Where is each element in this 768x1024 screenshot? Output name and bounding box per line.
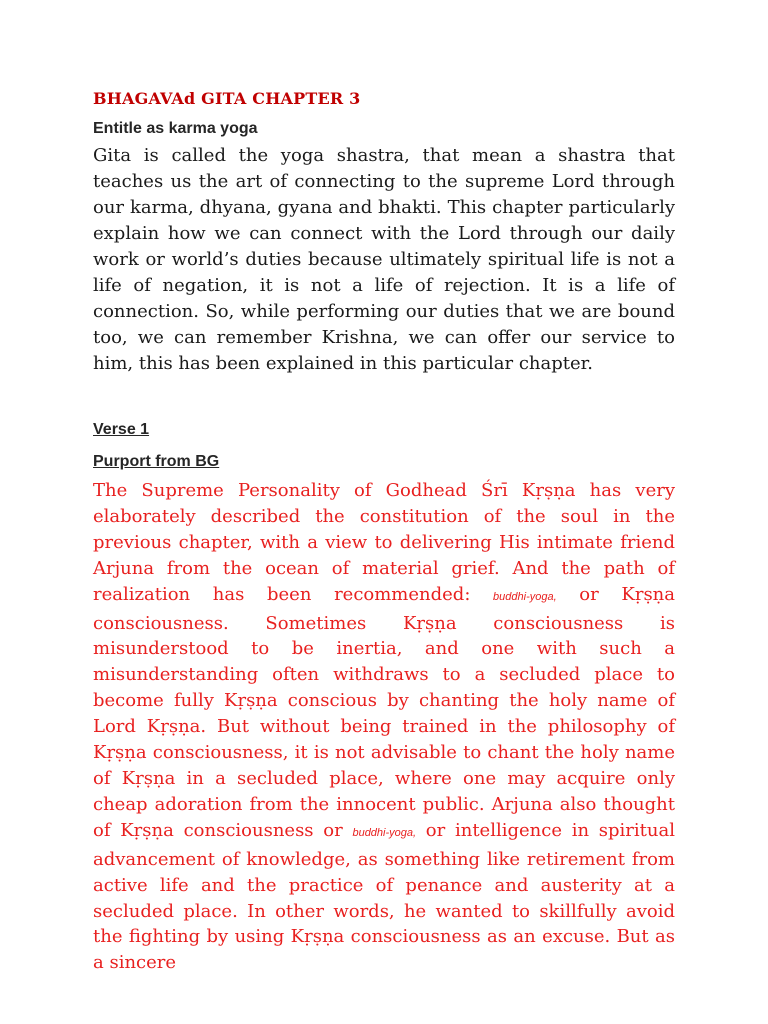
purport-term-buddhi-yoga-2: buddhi-yoga, [352, 826, 417, 839]
purport-text-2: or Kṛṣṇa consciousness. Sometimes Kṛṣṇa consciousness is misunderstood to be inertia, and one with such a misunderstanding often withdraws to a secluded place to become fully Kṛṣṇa conscious by chanting the holy name of Lord Kṛṣṇa. But without being trained in the philosophy of Kṛṣṇa consciousness, it is not advisable to chant the holy name of Kṛṣṇa in a secluded place, where one may acquire only cheap adoration from the innocent public. Arjuna also thought of Kṛṣṇa consciousness or [93, 583, 676, 841]
intro-paragraph: Gita is called the yoga shastra, that mean a shastra that teaches us the art of connecting to the supreme Lord through our karma, dhyana, gyana and bhakti. This chapter particularly explain how we can connect with the Lord through our daily work or world’s duties because ultimately spiritual life is not a life of negation, it is not a life of rejection. It is a life of connection. So, while performing our duties that we are bound too, we can remember Krishna, we can offer our service to him, this has been explained in this particular chapter. [93, 145, 675, 374]
chapter-title: BHAGAVAd GITA CHAPTER 3 [93, 89, 361, 108]
purport-text-1: The Supreme Personality of Godhead Śrī Kṛṣṇa has very elaborately described the constitution of the soul in the previous chapter, with a view to delivering His intimate friend Arjuna from the ocean of material grief. And the path of realization has been recommended: [93, 480, 675, 605]
document-page [93, 86, 675, 976]
verse-heading: Verse 1 [93, 421, 150, 438]
purport-term-buddhi-yoga-1: buddhi-yoga, [493, 590, 557, 603]
purport-text-3: or intelligence in spiritual advancement of knowledge, as something like retirement from active life and the practice of penance and austerity at a secluded place. In other words, he wanted to skillfully avoid the fighting by using Kṛṣṇa consciousness as an excuse. But as a sincere [93, 819, 675, 974]
chapter-subtitle: Entitle as karma yoga [93, 120, 258, 137]
purport-heading: Purport from BG [93, 453, 220, 470]
purport-paragraph [93, 478, 675, 976]
